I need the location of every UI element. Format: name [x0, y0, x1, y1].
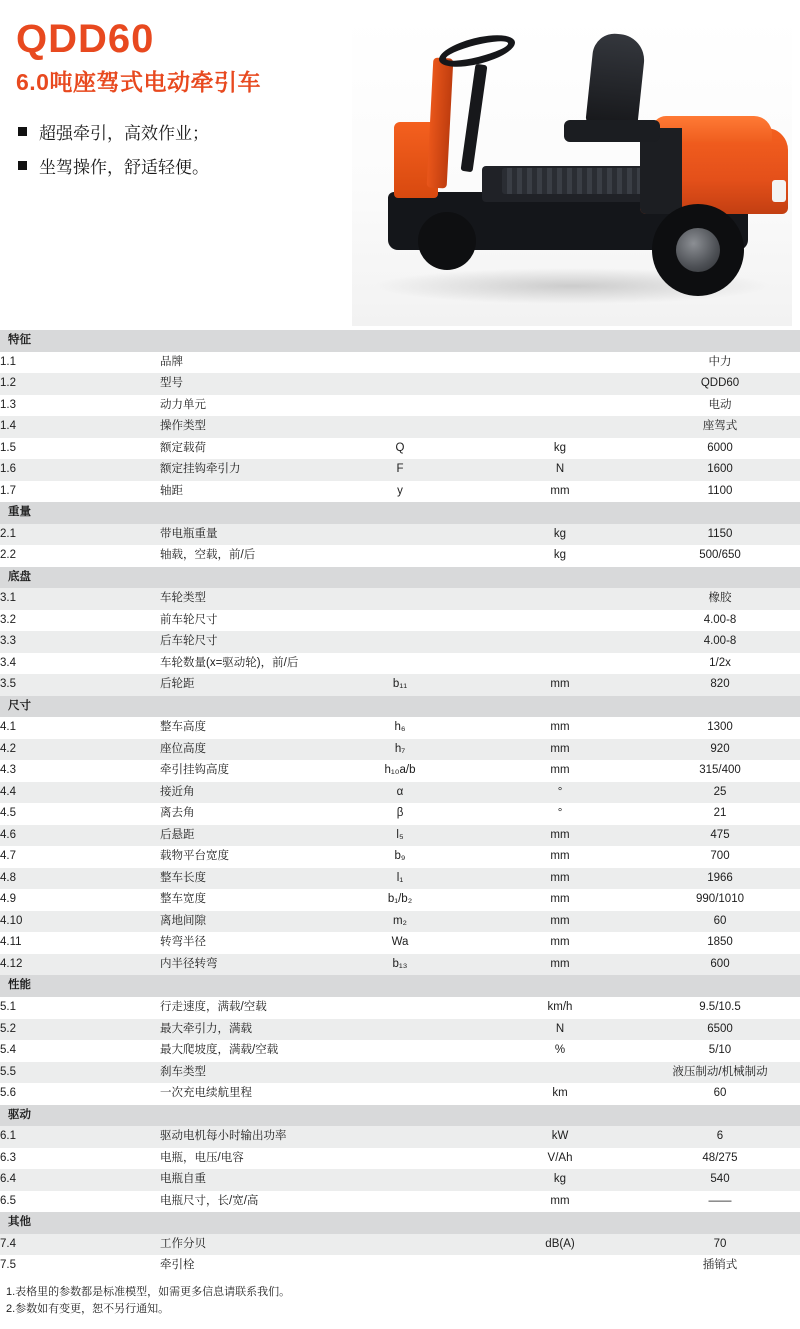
table-section-header [0, 1105, 800, 1127]
table-section-header [0, 1212, 800, 1234]
row-label: 车轮数量(x=驱动轮)，前/后 [160, 656, 299, 669]
row-number: 1.2 [0, 377, 16, 390]
row-number: 6.1 [0, 1130, 16, 1143]
specification-table [0, 330, 800, 1277]
row-unit: kW [551, 1130, 569, 1143]
row-symbol: y [397, 484, 403, 497]
row-value: 990/1010 [696, 893, 744, 906]
table-row [0, 911, 800, 933]
row-label: 整车宽度 [160, 893, 206, 906]
row-unit: N [555, 463, 565, 476]
row-symbol [320, 653, 480, 675]
table-row [0, 588, 800, 610]
row-number: 3.5 [0, 678, 16, 691]
row-unit: kg [553, 527, 567, 540]
row-unit: mm [550, 957, 570, 970]
table-row [0, 1062, 800, 1084]
row-label: 操作类型 [160, 420, 206, 433]
row-number: 1.3 [0, 398, 16, 411]
row-unit: mm [550, 871, 570, 884]
table-row [0, 803, 800, 825]
row-value: 820 [710, 678, 730, 691]
row-symbol: h₁₀a/b [384, 764, 416, 777]
row-symbol: Wa [391, 936, 409, 949]
row-number: 3.3 [0, 635, 16, 648]
row-value: 315/400 [699, 764, 741, 777]
row-value: 1150 [707, 527, 733, 540]
section-label: 重量 [8, 506, 31, 519]
footnote-1: 1.表格里的参数都是标准模型，如需更多信息请联系我们。 [6, 1285, 291, 1298]
row-unit: V/Ah [547, 1151, 573, 1164]
row-number: 4.1 [0, 721, 16, 734]
row-symbol [320, 997, 480, 1019]
row-value: 座驾式 [702, 420, 738, 433]
row-symbol: F [396, 463, 404, 476]
row-label: 额定载荷 [160, 441, 206, 454]
row-label: 一次充电续航里程 [160, 1087, 252, 1100]
row-number: 5.2 [0, 1022, 16, 1035]
table-row [0, 825, 800, 847]
table-row [0, 846, 800, 868]
table-row [0, 1191, 800, 1213]
row-number: 3.1 [0, 592, 16, 605]
table-row [0, 653, 800, 675]
row-label: 轴距 [160, 484, 183, 497]
row-unit: mm [550, 484, 570, 497]
row-label: 电瓶，电压/电容 [160, 1151, 244, 1164]
section-label: 特征 [8, 334, 31, 346]
row-symbol [320, 1126, 480, 1148]
row-symbol [320, 545, 480, 567]
row-unit: mm [550, 828, 570, 841]
row-label: 带电瓶重量 [160, 527, 218, 540]
table-row [0, 717, 800, 739]
row-unit [480, 1062, 640, 1084]
row-symbol: l₁ [396, 871, 404, 884]
section-label: 尺寸 [8, 699, 31, 712]
row-unit [480, 610, 640, 632]
row-unit: ° [557, 785, 563, 798]
row-number: 4.7 [0, 850, 16, 863]
row-unit: mm [550, 764, 570, 777]
row-symbol: b₁/b₂ [387, 893, 413, 906]
row-label: 牵引栓 [160, 1259, 195, 1272]
row-unit: km/h [547, 1000, 573, 1013]
row-number: 5.5 [0, 1065, 16, 1078]
row-label: 工作分贝 [160, 1237, 206, 1250]
row-label: 整车长度 [160, 871, 206, 884]
row-number: 5.6 [0, 1087, 16, 1100]
table-row [0, 1255, 800, 1277]
row-unit: km [552, 1087, 568, 1100]
row-label: 刹车类型 [160, 1065, 206, 1078]
product-photo [352, 16, 792, 326]
row-number: 7.5 [0, 1259, 16, 1272]
row-number: 1.1 [0, 355, 16, 368]
row-unit: dB(A) [545, 1237, 575, 1250]
table-section-header [0, 330, 800, 352]
seat-base [564, 120, 660, 142]
row-value: 700 [710, 850, 730, 863]
footnote-2: 2.参数如有变更，恕不另行通知。 [6, 1303, 170, 1316]
row-value: 4.00-8 [703, 613, 737, 626]
row-value: 25 [713, 785, 727, 798]
row-unit: kg [553, 549, 567, 562]
row-unit: mm [550, 721, 570, 734]
row-label: 品牌 [160, 355, 183, 368]
row-label: 额定挂钩牵引力 [160, 463, 241, 476]
section-label: 性能 [8, 979, 31, 992]
row-number: 4.12 [0, 957, 23, 970]
rear-light [772, 180, 786, 202]
front-tire [418, 212, 476, 270]
row-label: 轴载，空载，前/后 [160, 549, 256, 562]
row-unit: kg [553, 441, 567, 454]
row-unit: ° [557, 807, 563, 820]
row-symbol [320, 610, 480, 632]
row-symbol [320, 1191, 480, 1213]
row-unit: mm [550, 936, 570, 949]
row-label: 行走速度，满载/空载 [160, 1000, 267, 1013]
row-label: 离去角 [160, 807, 195, 820]
row-label: 驱动电机每小时输出功率 [160, 1130, 287, 1143]
row-value: 500/650 [699, 549, 741, 562]
row-value: 1850 [707, 936, 733, 949]
deck-tread-plate [502, 168, 652, 194]
row-number: 1.6 [0, 463, 16, 476]
row-label: 整车高度 [160, 721, 206, 734]
row-label: 座位高度 [160, 742, 206, 755]
square-bullet-icon [18, 127, 27, 136]
row-value: 475 [710, 828, 730, 841]
row-value: 600 [710, 957, 730, 970]
table-row [0, 373, 800, 395]
row-symbol: α [396, 785, 404, 798]
row-label: 电瓶尺寸，长/宽/高 [160, 1194, 259, 1207]
table-row [0, 1126, 800, 1148]
row-number: 6.5 [0, 1194, 16, 1207]
row-unit: mm [550, 850, 570, 863]
row-value: 电动 [708, 398, 732, 411]
table-row [0, 1234, 800, 1256]
table-section-header [0, 975, 800, 997]
row-label: 最大爬坡度，满载/空载 [160, 1044, 279, 1057]
section-label: 其他 [8, 1216, 31, 1229]
bullet-text: 坐驾操作，舒适轻便。 [39, 158, 209, 177]
row-unit: % [554, 1044, 566, 1057]
row-number: 4.10 [0, 914, 23, 927]
table-row [0, 631, 800, 653]
row-value: 1/2x [709, 656, 731, 669]
row-symbol: b₉ [394, 850, 406, 863]
row-symbol [320, 373, 480, 395]
row-symbol [320, 631, 480, 653]
table-row [0, 610, 800, 632]
specification-table-body [0, 330, 800, 1277]
row-number: 4.9 [0, 893, 16, 906]
row-value: 21 [713, 807, 727, 820]
header [0, 0, 800, 330]
row-value: 9.5/10.5 [699, 1000, 741, 1013]
row-number: 1.7 [0, 484, 16, 497]
row-symbol [320, 1255, 480, 1277]
table-row [0, 524, 800, 546]
row-value: 1966 [707, 871, 733, 884]
row-value: 6 [716, 1130, 724, 1143]
row-unit: mm [550, 914, 570, 927]
row-number: 4.2 [0, 742, 16, 755]
section-label: 驱动 [8, 1108, 31, 1121]
row-unit: mm [550, 742, 570, 755]
row-number: 2.1 [0, 527, 16, 540]
row-number: 6.4 [0, 1173, 16, 1186]
row-value: 540 [710, 1173, 730, 1186]
table-row [0, 739, 800, 761]
row-value: 5/10 [708, 1044, 732, 1057]
row-value: 70 [713, 1237, 727, 1250]
row-symbol [320, 588, 480, 610]
row-symbol [320, 1234, 480, 1256]
row-symbol [320, 1148, 480, 1170]
bullet-text: 超强牵引，高效作业； [39, 124, 209, 143]
row-value: 插销式 [702, 1259, 738, 1272]
row-number: 3.2 [0, 613, 16, 626]
table-row [0, 481, 800, 503]
row-number: 7.4 [0, 1237, 16, 1250]
row-symbol [320, 395, 480, 417]
row-number: 1.5 [0, 441, 16, 454]
row-unit [480, 395, 640, 417]
row-label: 车轮类型 [160, 592, 206, 605]
row-value: 1300 [707, 721, 733, 734]
table-row [0, 932, 800, 954]
row-unit: N [555, 1022, 565, 1035]
row-value: 液压制动/机械制动 [672, 1065, 768, 1078]
table-row [0, 352, 800, 374]
row-unit [480, 373, 640, 395]
row-symbol [320, 1040, 480, 1062]
row-symbol: h₆ [394, 721, 406, 734]
row-label: 后悬距 [160, 828, 195, 841]
row-value: 60 [713, 914, 727, 927]
row-symbol: h₇ [394, 742, 406, 755]
row-number: 6.3 [0, 1151, 16, 1164]
table-row [0, 545, 800, 567]
table-row [0, 395, 800, 417]
table-row [0, 1169, 800, 1191]
table-row [0, 1040, 800, 1062]
row-value: —— [708, 1194, 732, 1207]
row-number: 4.6 [0, 828, 16, 841]
table-section-header [0, 696, 800, 718]
table-row [0, 1019, 800, 1041]
row-symbol: b₁₃ [392, 957, 408, 970]
row-number: 4.3 [0, 764, 16, 777]
row-symbol: Q [395, 441, 405, 454]
row-label: 电瓶自重 [160, 1173, 206, 1186]
table-row [0, 782, 800, 804]
table-row [0, 1148, 800, 1170]
row-symbol: β [396, 807, 404, 820]
row-value: 4.00-8 [703, 635, 737, 648]
row-symbol: b₁₁ [392, 678, 408, 691]
row-symbol [320, 1062, 480, 1084]
table-row [0, 459, 800, 481]
table-row [0, 997, 800, 1019]
row-label: 最大牵引力，满载 [160, 1022, 252, 1035]
row-label: 转弯半径 [160, 936, 206, 949]
row-label: 动力单元 [160, 398, 206, 411]
row-number: 4.4 [0, 785, 16, 798]
row-value: 60 [713, 1087, 727, 1100]
row-number: 2.2 [0, 549, 16, 562]
row-value: 6000 [707, 441, 733, 454]
row-label: 内半径转弯 [160, 957, 218, 970]
page-title: QDD60 [16, 17, 155, 61]
row-label: 后轮距 [160, 678, 195, 691]
row-unit: mm [550, 893, 570, 906]
row-label: 前车轮尺寸 [160, 613, 218, 626]
row-label: 后车轮尺寸 [160, 635, 218, 648]
row-unit [480, 352, 640, 374]
row-value: 6500 [707, 1022, 733, 1035]
row-label: 载物平台宽度 [160, 850, 229, 863]
row-unit [480, 653, 640, 675]
row-value: 920 [710, 742, 730, 755]
row-value: 中力 [708, 355, 732, 368]
table-row [0, 416, 800, 438]
row-number: 4.8 [0, 871, 16, 884]
row-label: 牵引挂钩高度 [160, 764, 229, 777]
row-value: 48/275 [702, 1151, 738, 1164]
table-row [0, 674, 800, 696]
row-value: 1600 [707, 463, 733, 476]
table-row [0, 1083, 800, 1105]
row-number: 5.4 [0, 1044, 16, 1057]
row-symbol [320, 352, 480, 374]
row-symbol: l₅ [396, 828, 404, 841]
row-value: 1100 [707, 484, 733, 497]
footnotes [0, 1277, 800, 1329]
row-number: 3.4 [0, 656, 16, 669]
row-symbol: m₂ [392, 914, 408, 927]
row-number: 4.11 [0, 936, 22, 949]
row-symbol [320, 1019, 480, 1041]
row-number: 4.5 [0, 807, 16, 820]
row-unit [480, 416, 640, 438]
row-value: 橡胶 [708, 592, 732, 605]
row-label: 接近角 [160, 785, 195, 798]
row-unit: kg [553, 1173, 567, 1186]
row-unit [480, 588, 640, 610]
row-symbol [320, 1083, 480, 1105]
row-unit [480, 631, 640, 653]
table-row [0, 760, 800, 782]
table-section-header [0, 502, 800, 524]
rear-wheel-rim [676, 228, 720, 272]
table-row [0, 868, 800, 890]
table-row [0, 889, 800, 911]
row-number: 1.4 [0, 420, 16, 433]
table-row [0, 954, 800, 976]
seat-backrest [585, 32, 646, 129]
square-bullet-icon [18, 161, 27, 170]
row-symbol [320, 416, 480, 438]
table-row [0, 438, 800, 460]
section-label: 底盘 [8, 570, 31, 583]
row-unit: mm [550, 1194, 570, 1207]
row-unit [480, 1255, 640, 1277]
row-symbol [320, 1169, 480, 1191]
row-unit: mm [550, 678, 570, 691]
row-label: 离地间隙 [160, 914, 206, 927]
page-subtitle: 6.0吨座驾式电动牵引车 [16, 69, 261, 95]
row-value: QDD60 [700, 377, 740, 390]
row-symbol [320, 524, 480, 546]
row-number: 5.1 [0, 1000, 16, 1013]
table-section-header [0, 567, 800, 589]
row-label: 型号 [160, 377, 183, 390]
